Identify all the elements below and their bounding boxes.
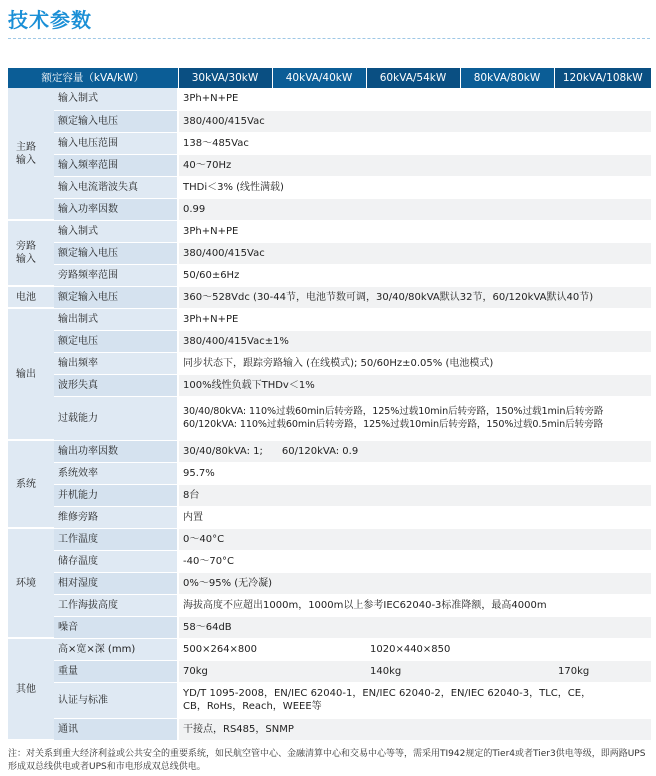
row-label: 额定输入电压 (54, 242, 178, 264)
page-title: 技术参数 (8, 8, 92, 32)
row-label: 通讯 (54, 718, 178, 740)
row-label: 额定电压 (54, 330, 178, 352)
spec-table (8, 68, 651, 741)
row-value: 30/40/80kVA: 1; 60/120kVA: 0.9 (178, 440, 651, 462)
row-label: 输入功率因数 (54, 198, 178, 220)
table-row (8, 88, 651, 110)
row-value: 内置 (178, 506, 651, 528)
group-main-input: 主路 输入 (8, 88, 54, 220)
row-label: 系统效率 (54, 462, 178, 484)
row-value-multiline (178, 396, 651, 440)
row-value: 3Ph+N+PE (178, 88, 651, 110)
table-row (8, 220, 651, 242)
row-value: 干接点，RS485，SNMP (178, 718, 651, 740)
group-other: 其他 (8, 638, 54, 740)
table-row (8, 462, 651, 484)
row-label: 相对湿度 (54, 572, 178, 594)
row-value-large-models: 1020×440×850 (366, 638, 651, 660)
table-row (8, 682, 651, 718)
row-label: 输入制式 (54, 88, 178, 110)
row-value: 0.99 (178, 198, 651, 220)
table-row (8, 660, 651, 682)
overload-line-1: 30/40/80kVA: 110%过载60min后转旁路，125%过载10min后转旁路，150%过载1min后转旁路 (183, 406, 604, 417)
row-label: 储存温度 (54, 550, 178, 572)
table-row (8, 616, 651, 638)
group-bypass-input: 旁路 输入 (8, 220, 54, 286)
row-label: 输入制式 (54, 220, 178, 242)
row-label: 噪音 (54, 616, 178, 638)
row-value: -40～70°C (178, 550, 651, 572)
header-capacity: 额定容量（kVA/kW） (8, 68, 178, 88)
table-row (8, 528, 651, 550)
row-value: 8台 (178, 484, 651, 506)
row-value: 3Ph+N+PE (178, 308, 651, 330)
table-row (8, 594, 651, 616)
row-label: 输出频率 (54, 352, 178, 374)
row-label: 过载能力 (54, 396, 178, 440)
row-label: 工作海拔高度 (54, 594, 178, 616)
table-row (8, 374, 651, 396)
row-value: 0%～95% (无冷凝) (178, 572, 651, 594)
footnote: 注：对关系到重大经济利益或公共安全的重要系统，如民航空管中心、金融清算中心和交易中心等等，需采用TI942规定的Tier4或者Tier3供电等级，即两路UPS形成双总线供电或者UPS和市电形成双总线供电。 (8, 749, 646, 772)
row-value: 0～40°C (178, 528, 651, 550)
table-row (8, 264, 651, 286)
table-row (8, 110, 651, 132)
table-header-row (8, 68, 651, 88)
table-row (8, 198, 651, 220)
row-label: 维修旁路 (54, 506, 178, 528)
table-row (8, 484, 651, 506)
header-model-60: 60kVA/54kW (366, 68, 460, 88)
row-value: 380/400/415Vac (178, 242, 651, 264)
table-row (8, 308, 651, 330)
table-row (8, 550, 651, 572)
row-value: 58～64dB (178, 616, 651, 638)
table-row (8, 176, 651, 198)
group-system: 系统 (8, 440, 54, 528)
row-value: 40～70Hz (178, 154, 651, 176)
row-label: 输出制式 (54, 308, 178, 330)
table-row (8, 396, 651, 440)
group-battery: 电池 (8, 286, 54, 308)
row-label: 额定输入电压 (54, 286, 178, 308)
table-row (8, 154, 651, 176)
table-row (8, 242, 651, 264)
row-label: 输入电压范围 (54, 132, 178, 154)
row-label: 旁路频率范围 (54, 264, 178, 286)
row-value: 海拔高度不应超出1000m，1000m以上参考IEC62040-3标准降额，最高4000m (178, 594, 651, 616)
row-value: 3Ph+N+PE (178, 220, 651, 242)
header-model-30: 30kVA/30kW (178, 68, 272, 88)
row-value: YD/T 1095-2008，EN/IEC 62040-1，EN/IEC 62040-2，EN/IEC 62040-3，TLC，CE，CB，RoHs，Reach，WEEE等 (178, 682, 651, 718)
row-label: 高×宽×深 (mm) (54, 638, 178, 660)
table-row (8, 718, 651, 740)
table-row (8, 506, 651, 528)
row-value-weight-b: 140kg (366, 660, 554, 682)
table-row (8, 286, 651, 308)
row-label: 工作温度 (54, 528, 178, 550)
header-model-40: 40kVA/40kW (272, 68, 366, 88)
row-label: 认证与标准 (54, 682, 178, 718)
row-label: 并机能力 (54, 484, 178, 506)
header-model-80: 80kVA/80kW (460, 68, 554, 88)
row-label: 输入电流谐波失真 (54, 176, 178, 198)
row-label: 重量 (54, 660, 178, 682)
title-divider (8, 38, 650, 39)
row-value: 380/400/415Vac (178, 110, 651, 132)
row-value: 380/400/415Vac±1% (178, 330, 651, 352)
row-value-weight-c: 170kg (554, 660, 651, 682)
table-row (8, 352, 651, 374)
row-label: 输出功率因数 (54, 440, 178, 462)
header-model-120: 120kVA/108kW (554, 68, 651, 88)
row-value: THDi＜3% (线性满载) (178, 176, 651, 198)
row-value: 50/60±6Hz (178, 264, 651, 286)
overload-line-2: 60/120kVA: 110%过载60min后转旁路，125%过载10min后转旁路，150%过载0.5min后转旁路 (183, 419, 604, 430)
row-label: 波形失真 (54, 374, 178, 396)
table-row (8, 132, 651, 154)
group-output: 输出 (8, 308, 54, 440)
row-value: 360～528Vdc (30-44节，电池节数可调，30/40/80kVA默认32节，60/120kVA默认40节) (178, 286, 651, 308)
row-label: 输入频率范围 (54, 154, 178, 176)
row-label: 额定输入电压 (54, 110, 178, 132)
group-environment: 环境 (8, 528, 54, 638)
table-row (8, 440, 651, 462)
table-row (8, 572, 651, 594)
row-value: 同步状态下，跟踪旁路输入 (在线模式); 50/60Hz±0.05% (电池模式) (178, 352, 651, 374)
row-value: 95.7% (178, 462, 651, 484)
row-value-small-models: 500×264×800 (178, 638, 366, 660)
row-value: 100%线性负载下THDv＜1% (178, 374, 651, 396)
table-row (8, 638, 651, 660)
row-value: 138～485Vac (178, 132, 651, 154)
table-row (8, 330, 651, 352)
row-value-weight-a: 70kg (178, 660, 366, 682)
